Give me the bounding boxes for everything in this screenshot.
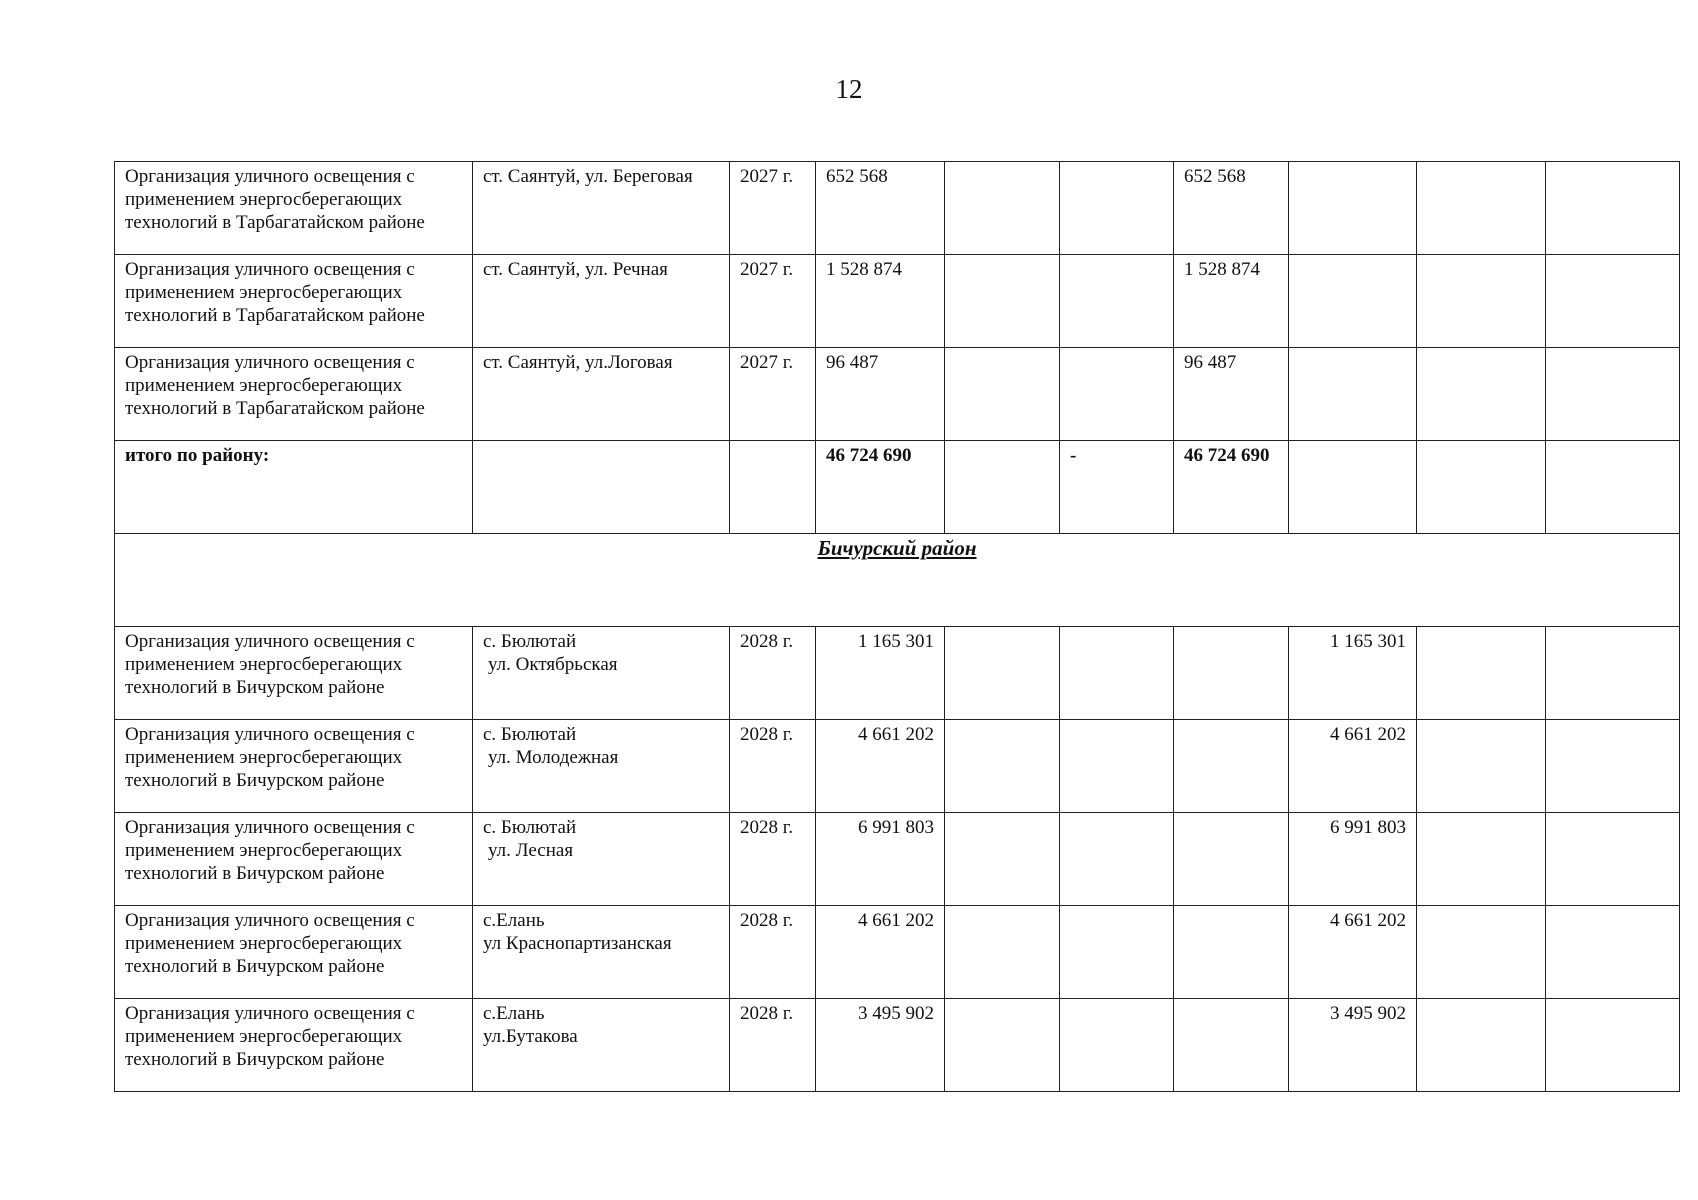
- address-cell: ст. Саянтуй, ул. Береговая: [473, 162, 730, 255]
- empty-cell: [945, 999, 1060, 1092]
- empty-cell: [1417, 255, 1546, 348]
- amount-2028-cell: 4 661 202: [1289, 906, 1417, 999]
- year-cell: 2027 г.: [730, 162, 816, 255]
- total-sum-cell: 46 724 690: [816, 441, 945, 534]
- empty-cell: [945, 162, 1060, 255]
- total-cell: 1 165 301: [816, 627, 945, 720]
- empty-cell: [1174, 627, 1289, 720]
- address-cell: с. Бюлютай ул. Молодежная: [473, 720, 730, 813]
- table-row: [115, 906, 1680, 999]
- empty-cell: [1546, 348, 1680, 441]
- empty-cell: [1546, 813, 1680, 906]
- empty-cell: [1546, 999, 1680, 1092]
- empty-cell: [1060, 162, 1174, 255]
- empty-cell: [945, 906, 1060, 999]
- empty-cell: [1289, 348, 1417, 441]
- total-cell: 4 661 202: [816, 720, 945, 813]
- amount-2027-cell: 652 568: [1174, 162, 1289, 255]
- empty-cell: [1060, 999, 1174, 1092]
- address-cell: ст. Саянтуй, ул.Логовая: [473, 348, 730, 441]
- empty-cell: [945, 441, 1060, 534]
- empty-cell: [1060, 255, 1174, 348]
- empty-cell: [1546, 906, 1680, 999]
- empty-cell: [1060, 813, 1174, 906]
- section-row: [115, 534, 1680, 627]
- empty-cell: [945, 348, 1060, 441]
- empty-cell: [1289, 441, 1417, 534]
- empty-cell: [1546, 441, 1680, 534]
- empty-cell: [730, 441, 816, 534]
- empty-cell: [1546, 255, 1680, 348]
- year-cell: 2027 г.: [730, 255, 816, 348]
- address-cell: с.Елань ул Краснопартизанская: [473, 906, 730, 999]
- district-total-row: [115, 441, 1680, 534]
- year-cell: 2028 г.: [730, 720, 816, 813]
- year-cell: 2027 г.: [730, 348, 816, 441]
- empty-cell: [1060, 906, 1174, 999]
- page-number: 12: [835, 74, 863, 104]
- empty-cell: [1546, 627, 1680, 720]
- empty-cell: [1060, 348, 1174, 441]
- total-cell: 96 487: [816, 348, 945, 441]
- table-row: [115, 813, 1680, 906]
- amount-2026-cell: -: [1060, 441, 1174, 534]
- total-cell: 6 991 803: [816, 813, 945, 906]
- empty-cell: [1546, 720, 1680, 813]
- project-name-cell: Организация уличного освещения с применением энергосберегающих технологий в Бичурском районе: [115, 906, 473, 999]
- empty-cell: [1174, 720, 1289, 813]
- empty-cell: [1417, 627, 1546, 720]
- address-cell: с. Бюлютай ул. Октябрьская: [473, 627, 730, 720]
- empty-cell: [945, 813, 1060, 906]
- empty-cell: [1417, 162, 1546, 255]
- table-row: [115, 999, 1680, 1092]
- empty-cell: [1417, 999, 1546, 1092]
- address-cell: с. Бюлютай ул. Лесная: [473, 813, 730, 906]
- amount-2028-cell: 1 165 301: [1289, 627, 1417, 720]
- project-name-cell: Организация уличного освещения с применением энергосберегающих технологий в Бичурском районе: [115, 999, 473, 1092]
- empty-cell: [473, 441, 730, 534]
- amount-2028-cell: 6 991 803: [1289, 813, 1417, 906]
- budget-table: [114, 161, 1680, 1092]
- project-name-cell: Организация уличного освещения с применением энергосберегающих технологий в Тарбагатайском районе: [115, 348, 473, 441]
- empty-cell: [1174, 813, 1289, 906]
- amount-2027-cell: 96 487: [1174, 348, 1289, 441]
- year-cell: 2028 г.: [730, 813, 816, 906]
- section-title: Бичурский район: [115, 534, 1680, 627]
- empty-cell: [1060, 627, 1174, 720]
- table-row: [115, 627, 1680, 720]
- empty-cell: [1289, 162, 1417, 255]
- project-name-cell: Организация уличного освещения с применением энергосберегающих технологий в Тарбагатайском районе: [115, 255, 473, 348]
- amount-2028-cell: 3 495 902: [1289, 999, 1417, 1092]
- amount-2027-cell: 46 724 690: [1174, 441, 1289, 534]
- project-name-cell: Организация уличного освещения с применением энергосберегающих технологий в Бичурском районе: [115, 627, 473, 720]
- total-cell: 1 528 874: [816, 255, 945, 348]
- project-name-cell: Организация уличного освещения с применением энергосберегающих технологий в Бичурском районе: [115, 813, 473, 906]
- table-row: [115, 162, 1680, 255]
- empty-cell: [1546, 162, 1680, 255]
- project-name-cell: Организация уличного освещения с применением энергосберегающих технологий в Тарбагатайском районе: [115, 162, 473, 255]
- empty-cell: [1174, 906, 1289, 999]
- empty-cell: [1417, 813, 1546, 906]
- empty-cell: [1417, 348, 1546, 441]
- empty-cell: [1289, 255, 1417, 348]
- table-row: [115, 720, 1680, 813]
- amount-2028-cell: 4 661 202: [1289, 720, 1417, 813]
- empty-cell: [945, 255, 1060, 348]
- empty-cell: [945, 720, 1060, 813]
- project-name-cell: Организация уличного освещения с применением энергосберегающих технологий в Бичурском районе: [115, 720, 473, 813]
- empty-cell: [1060, 720, 1174, 813]
- empty-cell: [1417, 906, 1546, 999]
- total-label: итого по району:: [115, 441, 473, 534]
- total-cell: 3 495 902: [816, 999, 945, 1092]
- empty-cell: [1417, 720, 1546, 813]
- amount-2027-cell: 1 528 874: [1174, 255, 1289, 348]
- empty-cell: [1417, 441, 1546, 534]
- address-cell: ст. Саянтуй, ул. Речная: [473, 255, 730, 348]
- empty-cell: [945, 627, 1060, 720]
- total-cell: 4 661 202: [816, 906, 945, 999]
- year-cell: 2028 г.: [730, 999, 816, 1092]
- total-cell: 652 568: [816, 162, 945, 255]
- address-cell: с.Елань ул.Бутакова: [473, 999, 730, 1092]
- table-row: [115, 255, 1680, 348]
- year-cell: 2028 г.: [730, 906, 816, 999]
- empty-cell: [1174, 999, 1289, 1092]
- table-row: [115, 348, 1680, 441]
- year-cell: 2028 г.: [730, 627, 816, 720]
